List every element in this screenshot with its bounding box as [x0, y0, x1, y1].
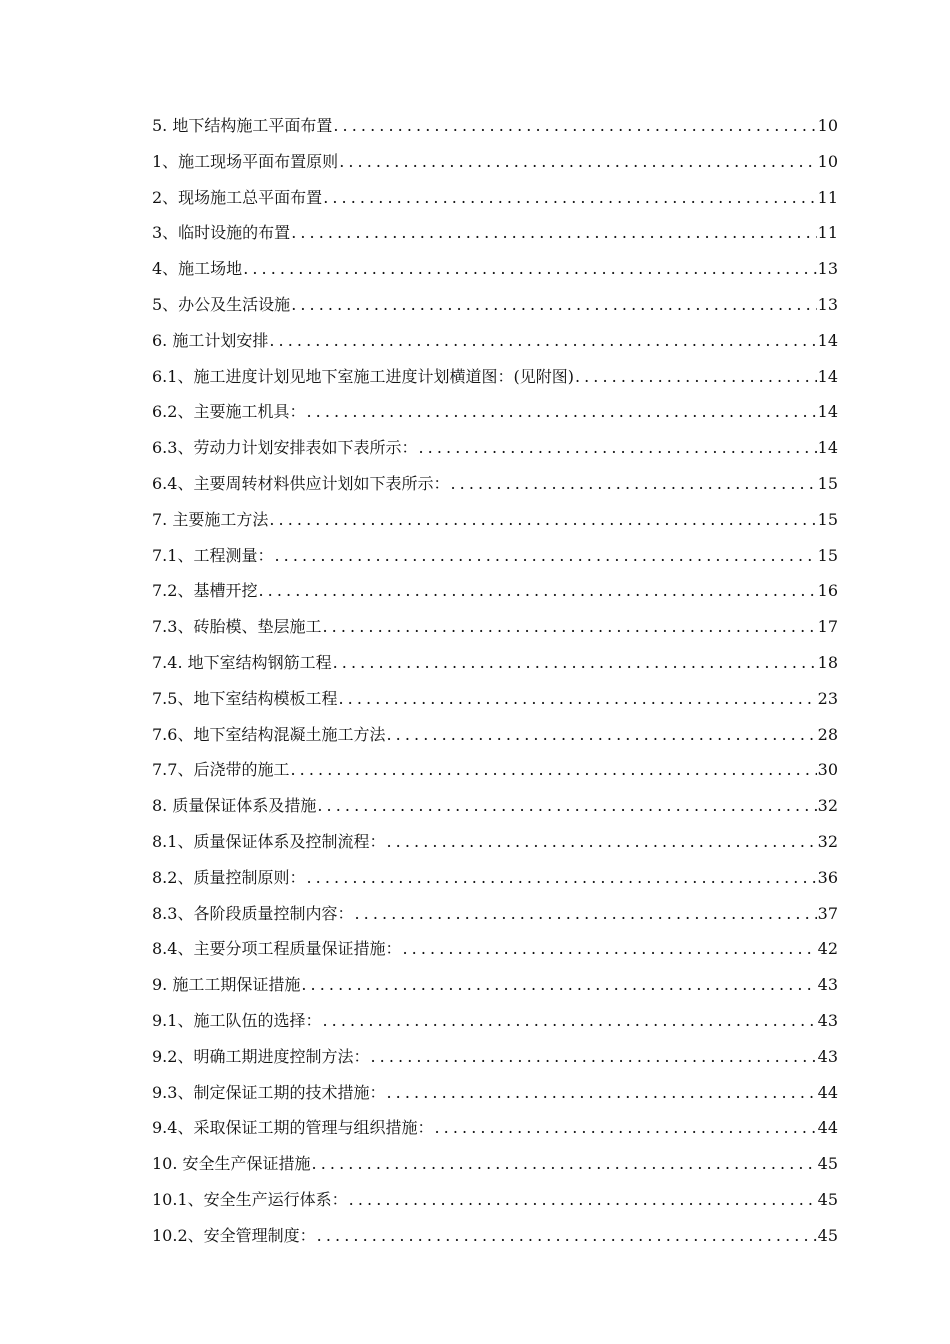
toc-entry-title: 7.4. 地下室结构钢筋工程 — [152, 652, 332, 672]
toc-dot-leader — [418, 430, 816, 466]
toc-entry-title: 10.1、安全生产运行体系： — [152, 1189, 348, 1209]
toc-dot-leader — [322, 1003, 816, 1039]
toc-entry-page: 15 — [817, 509, 838, 529]
toc-entry-page: 14 — [817, 402, 838, 422]
toc-entry-title: 9.1、施工队伍的选择： — [152, 1010, 322, 1030]
toc-entry-title: 9.4、采取保证工期的管理与组织措施： — [152, 1118, 434, 1138]
toc-entry[interactable] — [152, 573, 838, 609]
toc-entry-title: 7.6、地下室结构混凝土施工方法 — [152, 724, 386, 744]
toc-entry-title: 8.3、各阶段质量控制内容： — [152, 903, 354, 923]
toc-entry-page: 36 — [817, 867, 838, 887]
toc-dot-leader — [434, 1110, 816, 1146]
toc-dot-leader — [291, 287, 816, 323]
toc-entry-title: 7.2、基槽开挖 — [152, 581, 258, 601]
toc-dot-leader — [333, 108, 816, 144]
toc-entry-page: 44 — [817, 1118, 838, 1138]
toc-entry[interactable] — [152, 788, 838, 824]
toc-dot-leader — [349, 1182, 817, 1218]
toc-entry[interactable] — [152, 108, 838, 144]
toc-dot-leader — [317, 1218, 817, 1254]
toc-dot-leader — [575, 359, 817, 395]
toc-entry[interactable] — [152, 1110, 838, 1146]
toc-entry-title: 2、现场施工总平面布置 — [152, 187, 323, 207]
toc-entry-page: 13 — [817, 259, 838, 279]
toc-entry-title: 9.2、明确工期进度控制方法： — [152, 1046, 370, 1066]
toc-entry-page: 10 — [817, 116, 838, 135]
table-of-contents — [152, 108, 838, 1254]
toc-entry-title: 6.3、劳动力计划安排表如下表所示： — [152, 438, 418, 458]
toc-entry-title: 8.1、质量保证体系及控制流程： — [152, 831, 386, 851]
toc-dot-leader — [386, 717, 816, 753]
toc-dot-leader — [338, 681, 816, 717]
toc-entry-title: 10.2、安全管理制度： — [152, 1225, 316, 1245]
toc-entry-page: 15 — [817, 545, 838, 565]
toc-dot-leader — [312, 1146, 817, 1182]
toc-entry[interactable] — [152, 359, 838, 395]
toc-entry[interactable] — [152, 860, 838, 896]
toc-entry[interactable] — [152, 645, 838, 681]
toc-entry[interactable] — [152, 502, 838, 538]
toc-entry[interactable] — [152, 681, 838, 717]
toc-entry-page: 15 — [817, 473, 838, 493]
toc-entry[interactable] — [152, 1182, 838, 1218]
toc-entry[interactable] — [152, 1039, 838, 1075]
toc-dot-leader — [290, 752, 816, 788]
toc-entry-title: 7.1、工程测量： — [152, 545, 274, 565]
toc-entry-title: 5、办公及生活设施 — [152, 294, 291, 314]
toc-entry-page: 14 — [817, 330, 838, 350]
toc-entry[interactable] — [152, 251, 838, 287]
toc-entry-title: 9. 施工工期保证措施 — [152, 975, 301, 995]
toc-entry[interactable] — [152, 717, 838, 753]
toc-dot-leader — [339, 144, 816, 180]
toc-entry[interactable] — [152, 430, 838, 466]
toc-entry[interactable] — [152, 931, 838, 967]
toc-dot-leader — [258, 573, 816, 609]
toc-entry-page: 42 — [817, 939, 838, 959]
toc-entry-title: 6.2、主要施工机具： — [152, 402, 306, 422]
toc-entry-page: 45 — [817, 1189, 838, 1209]
toc-entry[interactable] — [152, 180, 838, 216]
toc-entry-title: 6.1、施工进度计划见地下室施工进度计划横道图：(见附图) — [152, 366, 574, 386]
toc-entry-title: 5. 地下结构施工平面布置 — [152, 116, 333, 135]
toc-entry[interactable] — [152, 609, 838, 645]
toc-dot-leader — [322, 609, 816, 645]
toc-dot-leader — [301, 967, 816, 1003]
toc-dot-leader — [333, 645, 817, 681]
toc-dot-leader — [386, 1075, 816, 1111]
toc-entry-page: 45 — [817, 1154, 838, 1174]
toc-entry[interactable] — [152, 215, 838, 251]
toc-entry[interactable] — [152, 1146, 838, 1182]
toc-entry[interactable] — [152, 896, 838, 932]
toc-entry-page: 44 — [817, 1082, 838, 1102]
toc-entry-title: 8.4、主要分项工程质量保证措施： — [152, 939, 402, 959]
toc-entry[interactable] — [152, 144, 838, 180]
toc-dot-leader — [291, 215, 816, 251]
toc-dot-leader — [386, 824, 816, 860]
toc-entry-title: 1、施工现场平面布置原则 — [152, 151, 339, 171]
toc-entry-page: 32 — [817, 796, 838, 816]
toc-dot-leader — [450, 466, 816, 502]
toc-entry-title: 6.4、主要周转材料供应计划如下表所示： — [152, 473, 450, 493]
toc-entry-page: 43 — [817, 975, 838, 995]
toc-entry-title: 8.2、质量控制原则： — [152, 867, 306, 887]
toc-entry[interactable] — [152, 538, 838, 574]
toc-entry-page: 45 — [817, 1225, 838, 1245]
toc-entry-page: 30 — [817, 760, 838, 780]
toc-entry-page: 43 — [817, 1046, 838, 1066]
toc-entry[interactable] — [152, 1218, 838, 1254]
toc-entry[interactable] — [152, 752, 838, 788]
toc-entry-page: 10 — [817, 151, 838, 171]
toc-entry-title: 4、施工场地 — [152, 259, 243, 279]
toc-dot-leader — [370, 1039, 816, 1075]
toc-entry-title: 7. 主要施工方法 — [152, 509, 269, 529]
toc-dot-leader — [243, 251, 816, 287]
toc-entry-page: 32 — [817, 831, 838, 851]
toc-dot-leader — [354, 896, 816, 932]
toc-dot-leader — [306, 860, 816, 896]
toc-dot-leader — [269, 502, 816, 538]
toc-entry-title: 7.7、后浇带的施工 — [152, 760, 290, 780]
toc-entry-page: 28 — [817, 724, 838, 744]
toc-entry-title: 7.5、地下室结构模板工程 — [152, 688, 338, 708]
toc-entry-title: 10. 安全生产保证措施 — [152, 1154, 311, 1174]
toc-dot-leader — [402, 931, 816, 967]
toc-entry-title: 8. 质量保证体系及措施 — [152, 796, 317, 816]
toc-entry[interactable] — [152, 323, 838, 359]
toc-entry-page: 16 — [817, 581, 838, 601]
toc-dot-leader — [323, 180, 816, 216]
toc-dot-leader — [317, 788, 816, 824]
toc-entry-title: 3、临时设施的布置 — [152, 223, 291, 243]
toc-entry-page: 14 — [817, 438, 838, 458]
toc-entry[interactable] — [152, 824, 838, 860]
toc-entry-title: 6. 施工计划安排 — [152, 330, 269, 350]
toc-dot-leader — [306, 394, 816, 430]
toc-entry-title: 7.3、砖胎模、垫层施工 — [152, 617, 322, 637]
toc-entry[interactable] — [152, 394, 838, 430]
toc-entry-page: 18 — [817, 652, 838, 672]
toc-entry-page: 14 — [817, 366, 838, 386]
toc-entry-page: 11 — [817, 223, 838, 243]
toc-entry[interactable] — [152, 1075, 838, 1111]
toc-entry-title: 9.3、制定保证工期的技术措施： — [152, 1082, 386, 1102]
toc-entry-page: 43 — [817, 1010, 838, 1030]
toc-entry[interactable] — [152, 1003, 838, 1039]
toc-entry-page: 37 — [817, 903, 838, 923]
toc-entry-page: 23 — [817, 688, 838, 708]
toc-entry[interactable] — [152, 287, 838, 323]
toc-dot-leader — [269, 323, 816, 359]
toc-entry-page: 17 — [817, 617, 838, 637]
toc-entry-page: 13 — [817, 294, 838, 314]
toc-entry[interactable] — [152, 466, 838, 502]
toc-dot-leader — [274, 538, 816, 574]
toc-entry-page: 11 — [817, 187, 838, 207]
toc-entry[interactable] — [152, 967, 838, 1003]
